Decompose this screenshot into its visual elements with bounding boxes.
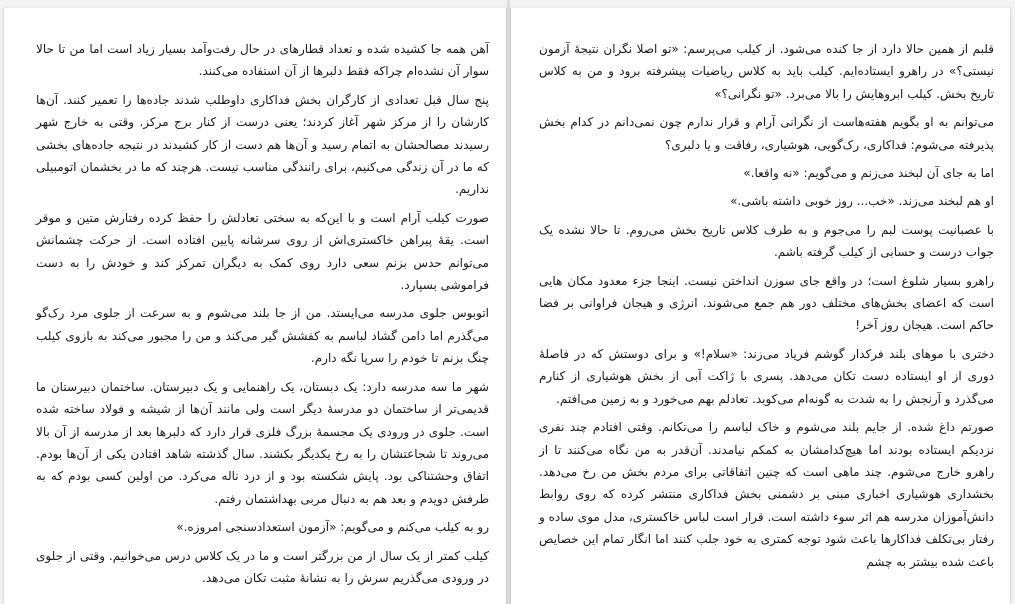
left-page: [4, 8, 507, 604]
paragraph: صورت کیلب آرام است و با این‌که به سختی تعادلش را حفظ کرده رفتارش متین و موقر است. یقهٔ پیراهن خاکستری‌اش از روی سرشانه پایین افتاده است. از حرکت چشمانش می‌توانم حدس بزنم سعی دارد روی کمک به دیگران تمرکز کند و خودش را به دست فراموشی بسپارد.: [36, 210, 489, 293]
paragraph: پنج سال قبل تعدادی از کارگران بخش فداکاری داوطلب شدند جاده‌ها را تعمیر کنند. آن‌ها کارشان را از مرکز شهر آغاز کردند؛ یعنی درست از کنار برج مرکز. وقتی به خارج شهر رسیدند مصالحشان به اتمام رسید و آن‌ها هم دست از کار کشیدند در نتیجه جاده‌های بخشی که ما در آن زندگی می‌کنیم، برای رانندگی مناسب نیست. هرچند که ما در بخشمان اتومبیلی نداریم.: [36, 92, 489, 197]
paragraph: شهر ما سه مدرسه دارد: یک دبستان، یک راهنمایی و یک دبیرستان. ساختمان دبیرستان ما قدیمی‌تر از ساختمان دو مدرسهٔ دیگر است ولی مانند آن‌ها از شیشه و فولاد ساخته شده است. جلوی در ورودی یک مجسمهٔ بزرگ فلزی قرار دارد که دلبرها بعد از مدرسه از آن بالا می‌روند تا شجاعتشان را به رخ یکدیگر بکشند. سال گذشته شاهد افتادن یکی از آن‌ها بودم. اتفاق وحشتناکی بود. پایش شکسته بود و از درد ناله می‌کرد. من اولین کسی بودم که به طرفش دویدم و بعد هم به دنبال مربی بهداشتمان رفتم.: [36, 379, 489, 506]
right-page-text: [539, 38, 994, 579]
paragraph: او هم لبخند می‌زند. «خب... روز خوبی داشته باشی.»: [730, 194, 994, 209]
paragraph: رو به کیلب می‌کنم و می‌گویم: «آزمون استعدادسنجی امروزه.»: [176, 520, 489, 535]
paragraph: دختری با موهای بلند فرکدار گوشم فریاد می‌زند: «سلام!» و برای دوستش که در فاصلهٔ دوری از او ایستاده دست تکان می‌دهد. پسری با ژاکت آبی از بخش هوشیاری از کنارم می‌گذرد و آرنجش را به شدت به گونه‌ام می‌کوبد. تعادلم بهم می‌خورد و به زمین می‌افتم.: [539, 346, 994, 406]
paragraph: راهرو بسیار شلوغ است؛ در واقع جای سوزن انداختن نیست. اینجا جزء معدود مکان هایی است که اعضای بخش‌های مختلف دور هم جمع می‌شوند. انرژی و هیجان فراوانی بر فضا حاکم است. هیجان روز آخر!: [539, 273, 994, 333]
paragraph: قلبم از همین حالا دارد از جا کنده می‌شود. از کیلب می‌پرسم: «تو اصلا نگران نتیجهٔ آزمون نیستی؟» در راهرو ایستاده‌ایم. کیلب باید به کلاس ریاضیات پیشرفته برود و من به کلاس تاریخ بخش. کیلب ابروهایش را بالا می‌برد. «تو نگرانی؟»: [539, 42, 994, 101]
paragraph: کیلب کمتر از یک سال از من بزرگتر است و ما در یک کلاس درس می‌خوانیم. وقتی از جلوی در ورودی می‌گذریم سرش را به نشانهٔ مثبت تکان می‌دهد.: [36, 548, 489, 585]
paragraph: اما به جای آن لبخند می‌زنم و می‌گویم: «نه واقعا.»: [743, 166, 994, 181]
paragraph: با عصبانیت پوست لبم را می‌جوم و به طرف کلاس تاریخ بخش می‌روم. تا حالا نشده یک جواب درست و حسابی از کیلب گرفته باشم.: [539, 222, 994, 260]
left-page-text: [36, 38, 489, 595]
paragraph: اتوبوس جلوی مدرسه می‌ایستد. من از جا بلند می‌شوم و به سرعت از جلوی مرد رک‌گو می‌گذرم اما دامن گشاد لباسم به کفشش گیر می‌کند و من را مجبور می‌کند به بازوی کیلب چنگ بزنم تا خودم را سرپا نگه دارم.: [36, 306, 489, 366]
paragraph: می‌توانم به او بگویم هفته‌هاست از نگرانی آرام و قرار ندارم چون نمی‌دانم در کدام بخش پذیرفته می‌شوم: فداکاری، رک‌گویی، هوشیاری، رفاقت و یا دلبری؟: [539, 115, 994, 152]
right-page: [510, 8, 1010, 604]
paragraph: آهن همه جا کشیده شده و تعداد قطارهای در حال رفت‌وآمد بسیار زیاد است اما من تا حالا سوار آن نشده‌ام چراکه فقط دلبرها از آن استفاده می‌کنند.: [36, 42, 489, 79]
paragraph: صورتم داغ شده. از جایم بلند می‌شوم و خاک لباسم را می‌تکانم. وقتی افتادم چند نفری نزدیکم ایستاده بودند اما هیچ‌کدامشان به کمکم نیامدند. آن‌قدر به من نگاه می‌کنند تا از راهرو خارج می‌شوم. چند ماهی است که چنین اتفاقاتی برای مردم بخش من رخ می‌دهد. بخشداری هوشیاری اخباری مبنی بر دشمنی بخش فداکاری منتشر کرده که روی روابط دانش‌آموزان مدرسه هم اثر سوء داشته است. قرار است لباس خاکستری، مدل موی ساده و رفتار بی‌تکلف فداکارها باعث شود توجه کمتری به خود جلب کنند اما انگار تمام این خصایص باعث شده بیشتر به چشم: [539, 420, 994, 569]
